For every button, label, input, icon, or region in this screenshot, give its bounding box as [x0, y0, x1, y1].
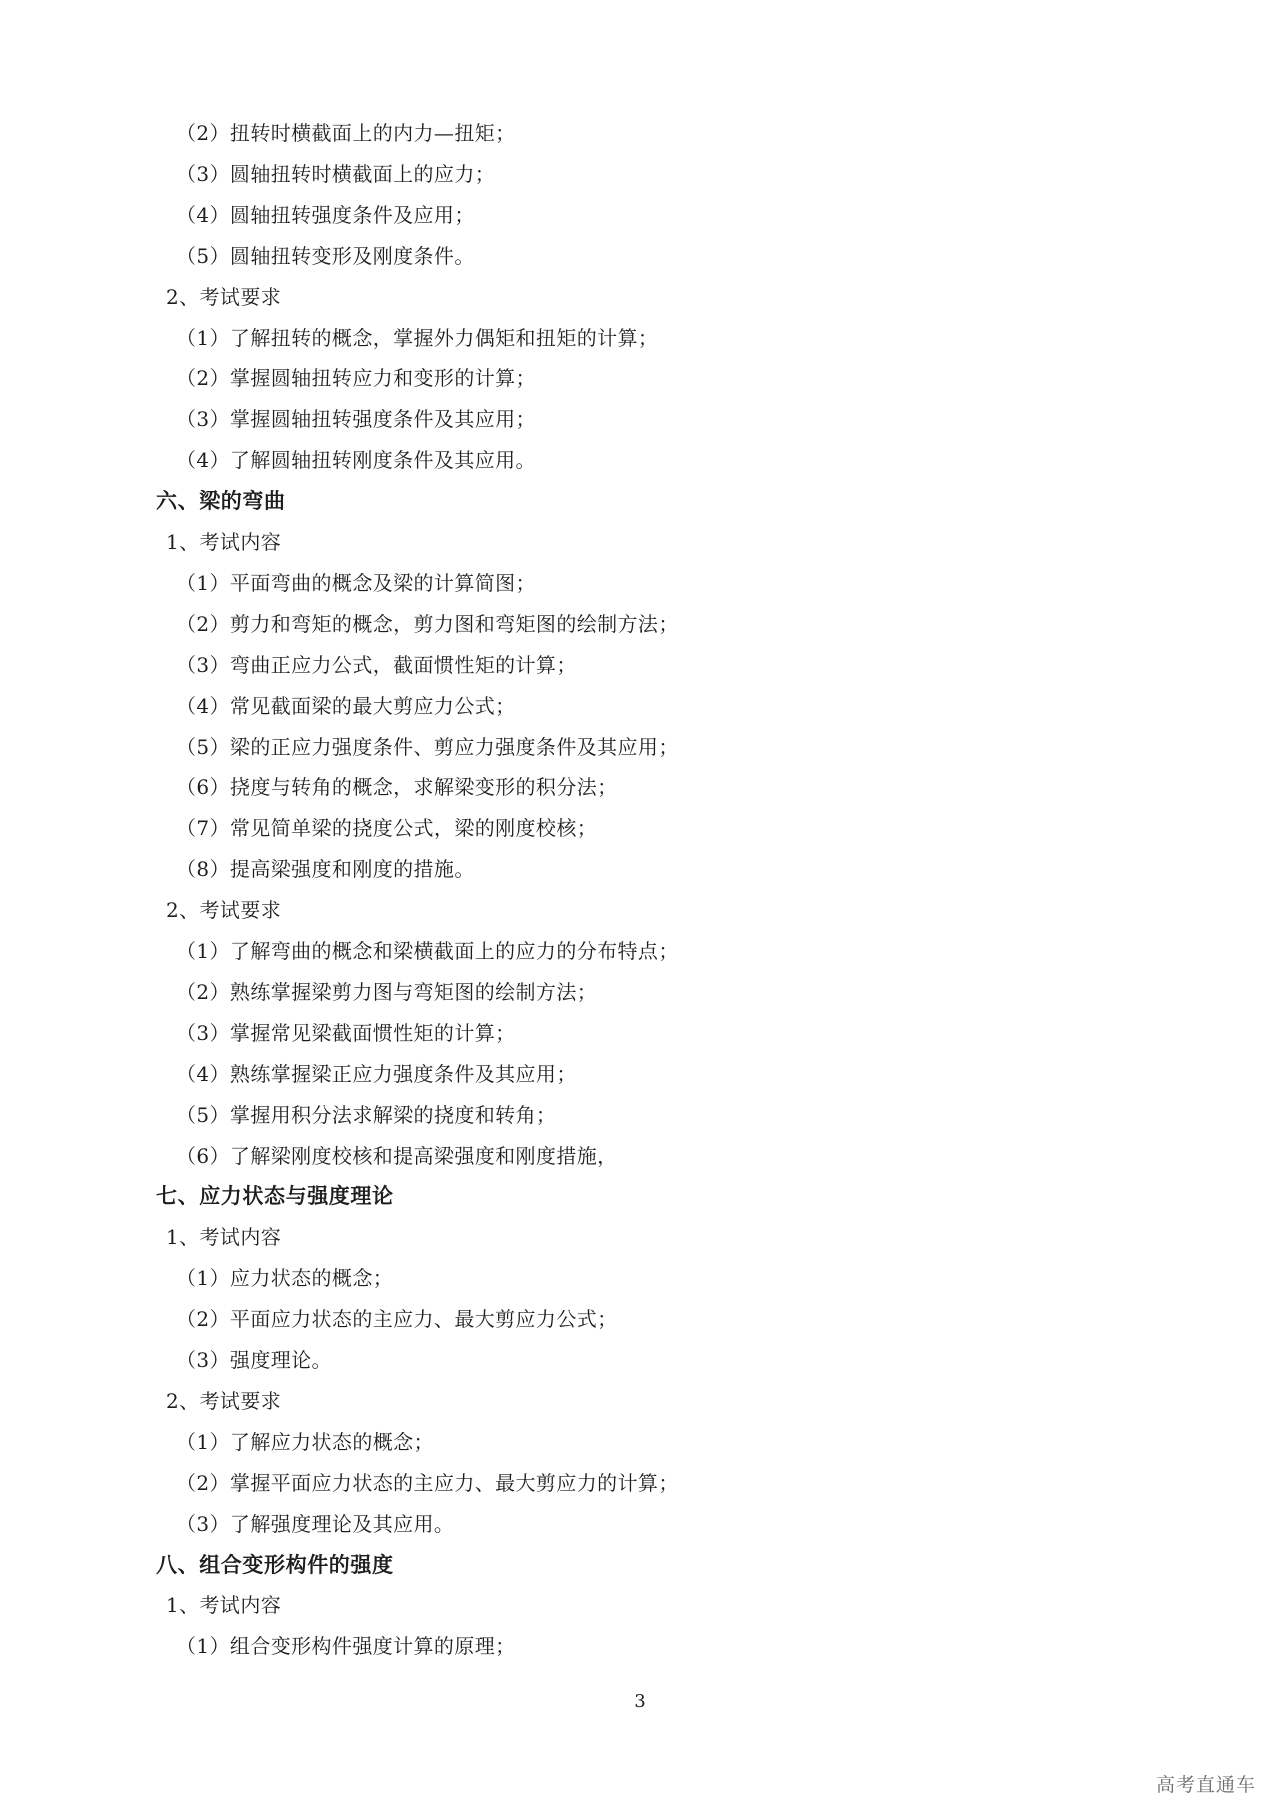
list-item: （5）圆轴扭转变形及刚度条件。 — [176, 244, 475, 268]
subsection-heading: 2、考试要求 — [166, 898, 282, 922]
list-item: （5）掌握用积分法求解梁的挠度和转角； — [176, 1103, 557, 1127]
list-item: （4）常见截面梁的最大剪应力公式； — [176, 694, 516, 718]
list-item: （6）了解梁刚度校核和提高梁强度和刚度措施， — [176, 1144, 618, 1168]
list-item: （4）圆轴扭转强度条件及应用； — [176, 203, 475, 227]
list-item: （3）掌握圆轴扭转强度条件及其应用； — [176, 407, 536, 431]
list-item: （3）圆轴扭转时横截面上的应力； — [176, 162, 496, 186]
list-item: （3）弯曲正应力公式，截面惯性矩的计算； — [176, 653, 577, 677]
section-heading: 八、组合变形构件的强度 — [156, 1552, 394, 1577]
list-item: （6）挠度与转角的概念，求解梁变形的积分法； — [176, 775, 618, 799]
list-item: （8）提高梁强度和刚度的措施。 — [176, 857, 475, 881]
list-item: （2）掌握圆轴扭转应力和变形的计算； — [176, 366, 536, 390]
section-heading: 六、梁的弯曲 — [156, 488, 286, 513]
page-number: 3 — [634, 1691, 646, 1712]
list-item: （3）强度理论。 — [176, 1348, 332, 1372]
list-item: （7）常见简单梁的挠度公式，梁的刚度校核； — [176, 816, 598, 840]
list-item: （2）掌握平面应力状态的主应力、最大剪应力的计算； — [176, 1471, 679, 1495]
list-item: （3）了解强度理论及其应用。 — [176, 1512, 455, 1536]
list-item: （1）组合变形构件强度计算的原理； — [176, 1634, 516, 1658]
list-item: （1）平面弯曲的概念及梁的计算简图； — [176, 571, 536, 595]
list-item: （2）剪力和弯矩的概念，剪力图和弯矩图的绘制方法； — [176, 612, 679, 636]
list-item: （1）了解弯曲的概念和梁横截面上的应力的分布特点； — [176, 939, 679, 963]
list-item: （4）了解圆轴扭转刚度条件及其应用。 — [176, 448, 536, 472]
list-item: （2）扭转时横截面上的内力—扭矩； — [176, 121, 516, 145]
subsection-heading: 1、考试内容 — [166, 1593, 282, 1617]
list-item: （5）梁的正应力强度条件、剪应力强度条件及其应用； — [176, 735, 679, 759]
list-item: （1）了解应力状态的概念； — [176, 1430, 434, 1454]
watermark-text: 高考直通车 — [1155, 1774, 1256, 1796]
list-item: （1）了解扭转的概念，掌握外力偶矩和扭矩的计算； — [176, 326, 659, 350]
list-item: （1）应力状态的概念； — [176, 1266, 394, 1290]
subsection-heading: 2、考试要求 — [166, 1389, 282, 1413]
list-item: （3）掌握常见梁截面惯性矩的计算； — [176, 1021, 516, 1045]
subsection-heading: 1、考试内容 — [166, 1225, 282, 1249]
list-item: （4）熟练掌握梁正应力强度条件及其应用； — [176, 1062, 577, 1086]
subsection-heading: 1、考试内容 — [166, 530, 282, 554]
section-heading: 七、应力状态与强度理论 — [156, 1183, 394, 1208]
list-item: （2）熟练掌握梁剪力图与弯矩图的绘制方法； — [176, 980, 598, 1004]
list-item: （2）平面应力状态的主应力、最大剪应力公式； — [176, 1307, 618, 1331]
subsection-heading: 2、考试要求 — [166, 285, 282, 309]
